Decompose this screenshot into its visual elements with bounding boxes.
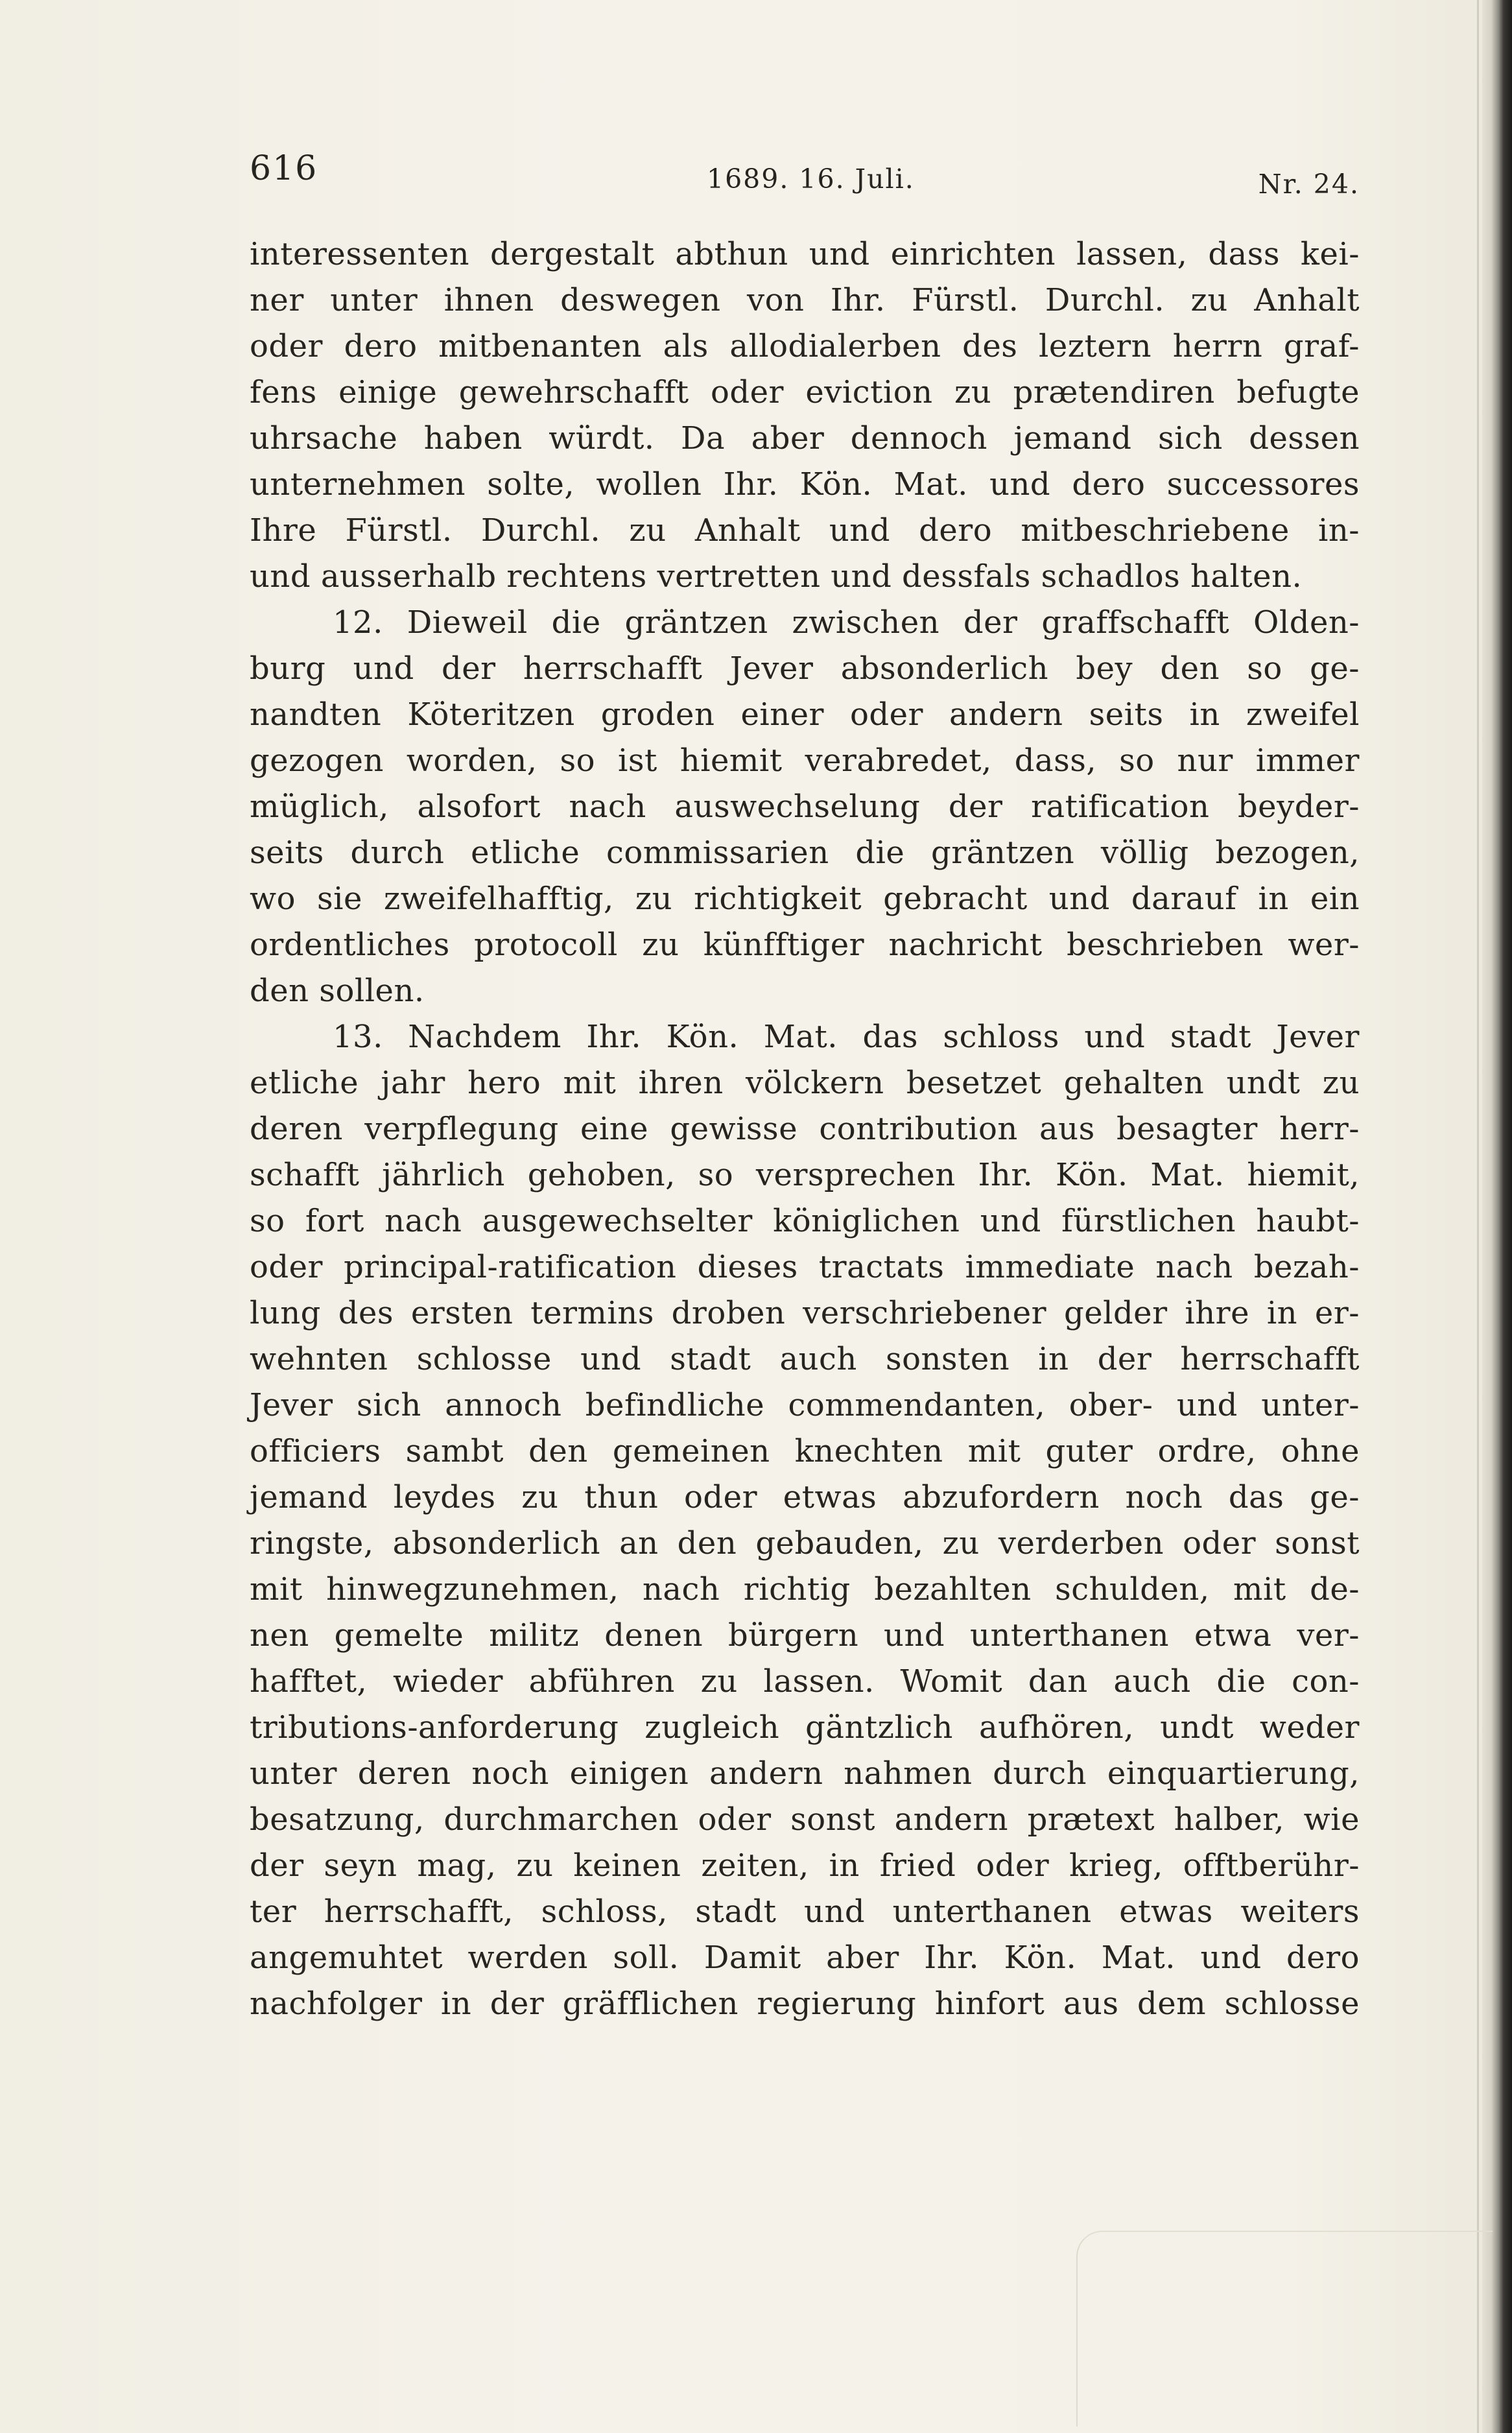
text-line: müglich, alsofort nach auswechselung der ratification beyder- bbox=[250, 789, 1360, 825]
paragraph-13-start: 13. Nachdem Ihr. Kön. Mat. das schloss und stadt Jever bbox=[333, 1019, 1360, 1055]
text-line: seits durch etliche commissarien die gräntzen völlig bezogen, bbox=[250, 835, 1360, 871]
text-line: lung des ersten termins droben verschriebener gelder ihre in er- bbox=[250, 1295, 1360, 1331]
body-text bbox=[250, 231, 1360, 2027]
book-binding-edge bbox=[1482, 0, 1512, 2433]
text-line: wehnten schlosse und stadt auch sonsten in der herrschafft bbox=[250, 1341, 1360, 1377]
text-line: deren verpflegung eine gewisse contribution aus besagter herr- bbox=[250, 1111, 1360, 1147]
text-line: besatzung, durchmarchen oder sonst andern prætext halber, wie bbox=[250, 1801, 1360, 1838]
text-line: mit hinwegzunehmen, nach richtig bezahlten schulden, mit de- bbox=[250, 1571, 1360, 1608]
text-line: Ihre Fürstl. Durchl. zu Anhalt und dero mitbeschriebene in- bbox=[250, 512, 1360, 549]
text-line: burg und der herrschafft Jever absonderlich bey den so ge- bbox=[250, 650, 1360, 687]
text-line: nandten Köteritzen groden einer oder andern seits in zweifel bbox=[250, 696, 1360, 733]
binding-crease bbox=[1477, 0, 1479, 2433]
text-line: nen gemelte militz denen bürgern und unterthanen etwa ver- bbox=[250, 1617, 1360, 1654]
text-line: oder dero mitbenanten als allodialerben des leztern herrn graf- bbox=[250, 328, 1360, 364]
text-line: unternehmen solte, wollen Ihr. Kön. Mat. und dero successores bbox=[250, 466, 1360, 503]
text-line: angemuhtet werden soll. Damit aber Ihr. Kön. Mat. und dero bbox=[250, 1940, 1360, 1976]
text-line: und ausserhalb rechtens vertretten und dessfals schadlos halten. bbox=[250, 558, 1303, 595]
text-line: ner unter ihnen deswegen von Ihr. Fürstl. Durchl. zu Anhalt bbox=[250, 282, 1360, 318]
text-line: so fort nach ausgewechselter königlichen und fürstlichen haubt- bbox=[250, 1203, 1360, 1239]
paragraph-12-start: 12. Dieweil die gräntzen zwischen der graffschafft Olden- bbox=[333, 604, 1360, 641]
text-line: ordentliches protocoll zu künfftiger nachricht beschrieben wer- bbox=[250, 927, 1360, 963]
text-line: fens einige gewehrschafft oder eviction zu prætendiren befugte bbox=[250, 374, 1360, 410]
page-number: 616 bbox=[250, 149, 318, 188]
running-header bbox=[250, 149, 1360, 208]
text-line: schafft jährlich gehoben, so versprechen Ihr. Kön. Mat. hiemit, bbox=[250, 1157, 1360, 1193]
text-line: uhrsache haben würdt. Da aber dennoch jemand sich dessen bbox=[250, 420, 1360, 457]
header-date: 1689. 16. Juli. bbox=[707, 163, 915, 195]
text-line: gezogen worden, so ist hiemit verabredet, dass, so nur immer bbox=[250, 742, 1360, 779]
text-line: tributions-anforderung zugleich gäntzlich aufhören, undt weder bbox=[250, 1709, 1360, 1746]
text-line: officiers sambt den gemeinen knechten mit guter ordre, ohne bbox=[250, 1433, 1360, 1469]
text-line: den sollen. bbox=[250, 973, 425, 1009]
text-line: ringste, absonderlich an den gebauden, zu verderben oder sonst bbox=[250, 1525, 1360, 1561]
text-line: interessenten dergestalt abthun und einrichten lassen, dass kei- bbox=[250, 236, 1360, 272]
text-line: hafftet, wieder abführen zu lassen. Womit dan auch die con- bbox=[250, 1663, 1360, 1700]
text-line: oder principal-ratification dieses tractats immediate nach bezah- bbox=[250, 1249, 1360, 1285]
paper-fold-mark bbox=[1076, 2231, 1493, 2427]
text-line: der seyn mag, zu keinen zeiten, in fried oder krieg, offtberühr- bbox=[250, 1847, 1360, 1884]
text-line: nachfolger in der gräfflichen regierung hinfort aus dem schlosse bbox=[250, 1986, 1360, 2022]
text-line: ter herrschafft, schloss, stadt und unterthanen etwas weiters bbox=[250, 1893, 1360, 1930]
text-line: jemand leydes zu thun oder etwas abzufordern noch das ge- bbox=[250, 1479, 1360, 1515]
document-number: Nr. 24. bbox=[1258, 169, 1360, 200]
text-line: unter deren noch einigen andern nahmen durch einquartierung, bbox=[250, 1755, 1360, 1792]
text-line: wo sie zweifelhafftig, zu richtigkeit gebracht und darauf in ein bbox=[250, 881, 1360, 917]
text-line: etliche jahr hero mit ihren völckern besetzet gehalten undt zu bbox=[250, 1065, 1360, 1101]
text-line: Jever sich annoch befindliche commendanten, ober- und unter- bbox=[250, 1387, 1360, 1423]
